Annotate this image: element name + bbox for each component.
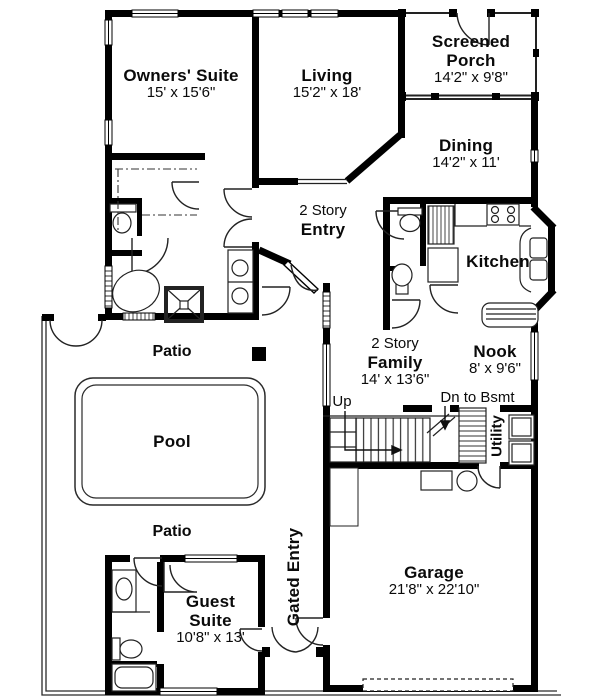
- room-dims: 14'2" x 11': [432, 154, 500, 172]
- room-label-living: [257, 66, 397, 102]
- room-label-patio-upper: Patio: [152, 343, 192, 360]
- room-label-patio-lower: Patio: [152, 523, 192, 540]
- room-label-dining: [406, 136, 526, 172]
- room-name: Owners' Suite: [123, 66, 239, 85]
- room-name: Kitchen: [466, 252, 530, 271]
- garage-alcove: [330, 468, 358, 526]
- dryer-icon: [509, 441, 534, 465]
- room-name: Entry: [300, 219, 346, 239]
- room-name: Family: [367, 352, 423, 372]
- room-name: Screened: [431, 32, 511, 51]
- room-dims: 15' x 15'6": [146, 84, 216, 102]
- toilet-icon: [398, 208, 422, 232]
- washer-icon: [509, 415, 534, 439]
- room-dims: 21'8" x 22'10": [388, 581, 480, 599]
- room-name: Dining: [438, 136, 494, 155]
- owners-bath-fixtures: [106, 169, 253, 321]
- peninsula-counter: [482, 303, 538, 327]
- room-dims: 8' x 9'6": [469, 360, 521, 378]
- room-name: Garage: [404, 563, 464, 582]
- toilet-icon: [110, 204, 136, 233]
- tub-icon: [112, 664, 156, 691]
- utility-fixtures: [509, 415, 534, 465]
- room-dims: 10'8" x 13': [176, 629, 245, 647]
- room-dims: 14' x 13'6": [360, 370, 430, 388]
- room-dims: 14'2" x 9'8": [434, 69, 508, 87]
- furnace-icon: [421, 471, 452, 490]
- room-label-garage: [353, 563, 515, 599]
- room-name: Guest: [185, 592, 236, 611]
- tub-icon: [106, 263, 166, 320]
- cased-opening: [298, 180, 347, 184]
- stove-icon: [487, 204, 519, 225]
- room-dims: 15'2" x 18': [292, 84, 362, 102]
- room-label-guest-suite: [153, 592, 268, 647]
- water-heater-icon: [457, 471, 477, 491]
- stairs: [323, 408, 486, 463]
- room-label-utility: Utility: [488, 415, 506, 457]
- room-label-pool: Pool: [153, 432, 191, 451]
- toilet-icon: [112, 638, 142, 660]
- stairs-down-label: Dn to Bsmt: [440, 389, 515, 406]
- room-prefix: 2 Story: [371, 335, 419, 352]
- room-label-screened-porch: [410, 32, 532, 87]
- room-label-owners-suite: [101, 66, 261, 102]
- powder-room-fixtures: [392, 208, 422, 294]
- room-label-nook: [434, 342, 556, 378]
- room-name: Living: [301, 66, 353, 85]
- stairs-up-label: Up: [332, 393, 352, 410]
- room-label-gated-entry: Gated Entry: [284, 527, 303, 627]
- garage-door: [363, 679, 513, 691]
- double-vanity-icon: [228, 250, 253, 313]
- room-name: Nook: [473, 342, 517, 361]
- guest-bath-fixtures: [112, 570, 156, 691]
- room-label-entry: [263, 203, 383, 239]
- pantry-icon: [428, 206, 454, 244]
- patio-column: [252, 347, 266, 361]
- room-label-kitchen: [437, 252, 559, 271]
- room-prefix: 2 Story: [299, 202, 347, 219]
- pedestal-sink-icon: [392, 264, 412, 294]
- room-name: Porch: [446, 51, 496, 71]
- room-name: Suite: [189, 611, 232, 631]
